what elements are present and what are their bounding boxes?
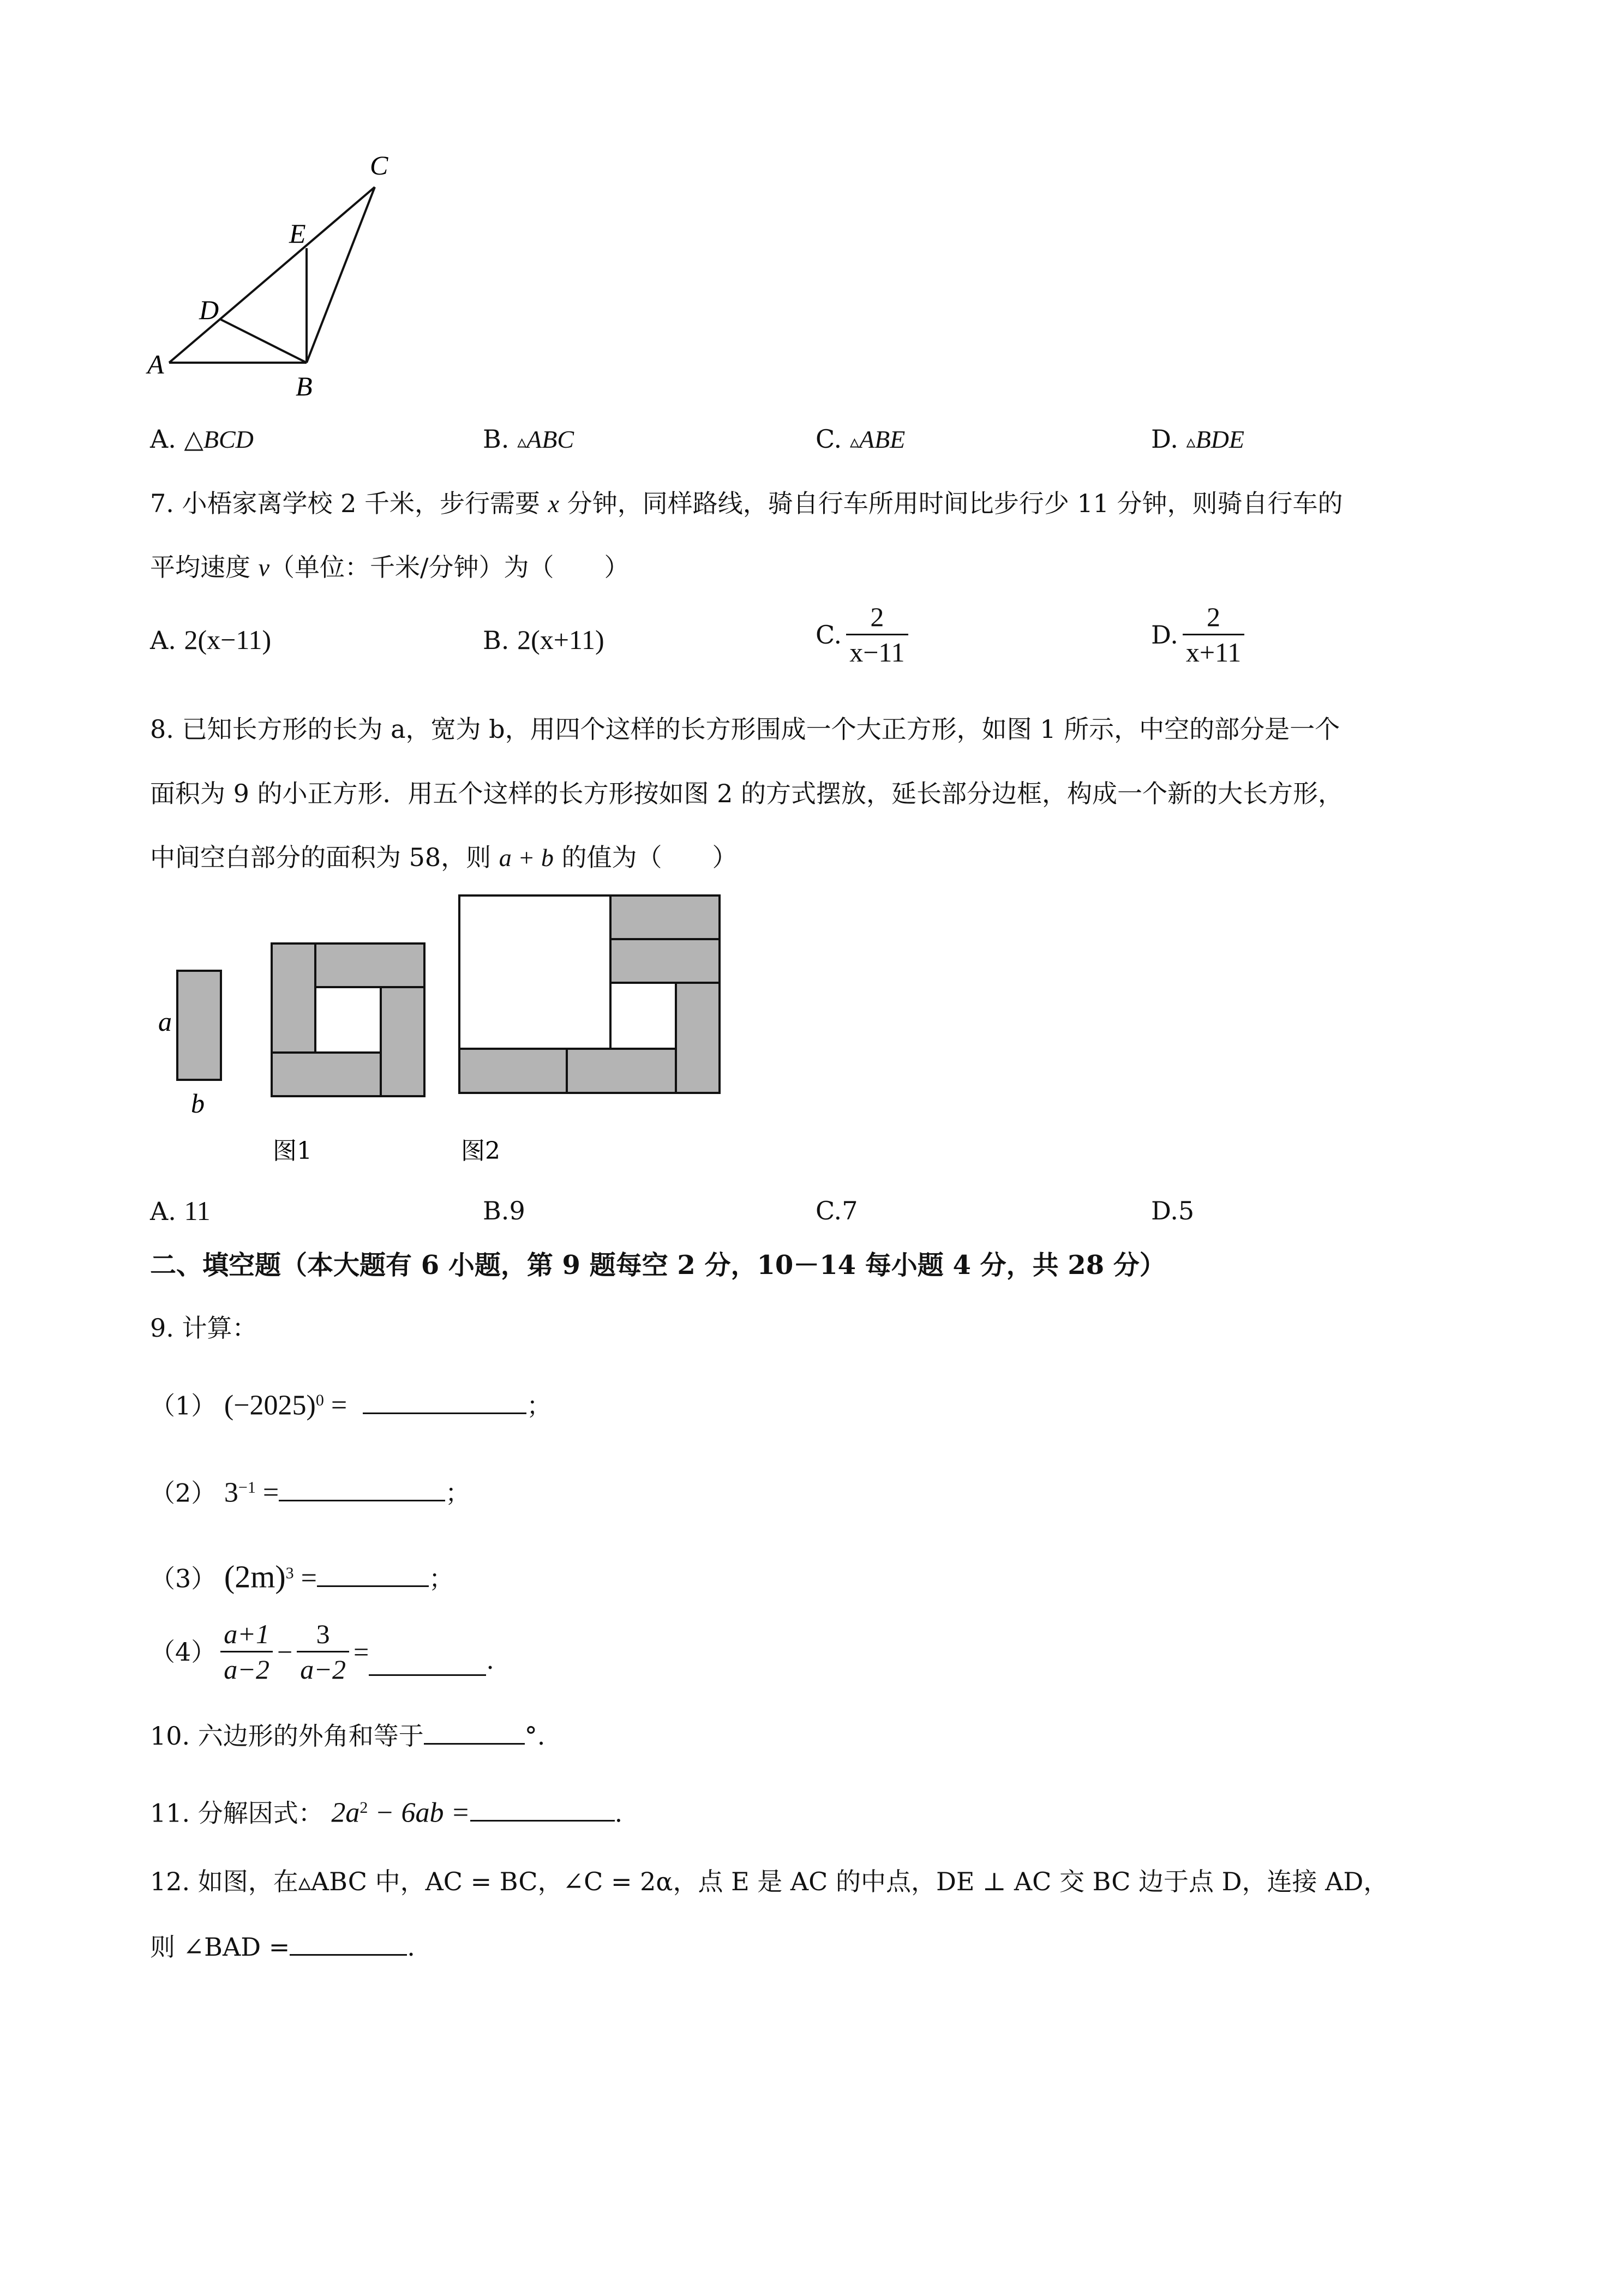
fig1-rect-bottom xyxy=(272,1053,381,1096)
fig1-rect-left xyxy=(272,943,315,1053)
q6-triangle-figure xyxy=(136,136,475,420)
q6-option-b[interactable]: B. ▵ABC xyxy=(483,424,574,454)
fraction: $\frac{2}{x+11}$ xyxy=(1183,600,1244,669)
label-a: a xyxy=(158,1006,172,1037)
fig2-rect-bottom-1 xyxy=(459,1049,567,1093)
label-b: B xyxy=(296,371,313,401)
q8-stem-line3: 中间空白部分的面积为 58，则 a + b 的值为（ ） xyxy=(150,843,738,872)
q9-part1: （1） $(-2025)^0$ = ； xyxy=(150,1384,552,1422)
q8-stem-line1: 8. 已知长方形的长为 a，宽为 b，用四个这样的长方形围成一个大正方形，如图 1 所示，中空的部分是一个 xyxy=(150,714,1340,744)
fig1-center-square xyxy=(315,987,381,1053)
q9-part3: （3） $(2m)^3$ = ； xyxy=(150,1559,454,1595)
fig1-caption: 图1 xyxy=(273,1137,312,1165)
fig2-rect-top-right-1 xyxy=(610,895,720,939)
q9-stem: 9. 计算： xyxy=(150,1313,257,1343)
q6-option-a[interactable]: A. △BCD xyxy=(150,424,254,454)
answer-blank-9-3[interactable] xyxy=(317,1560,429,1587)
label-e: E xyxy=(289,218,306,249)
section2-header: 二、填空题（本大题有 6 小题，第 9 题每空 2 分，10－14 每小题 4 分，共 28 分） xyxy=(150,1250,1166,1281)
fraction: $\frac{2}{x-11}$ xyxy=(846,600,908,669)
label-b: b xyxy=(191,1088,205,1119)
answer-blank-9-2[interactable] xyxy=(279,1475,445,1501)
fig2-top-left-blank xyxy=(459,895,610,1049)
q7-option-c[interactable]: C. $\frac{2}{x-11}$ xyxy=(816,600,913,669)
q9-part4: （4） $\frac{a+1}{a-2}$ − $\frac{3}{a-2}$ = . xyxy=(150,1617,494,1686)
segment-bc xyxy=(307,187,375,363)
q8-option-a[interactable]: A. 11 xyxy=(150,1195,211,1226)
q11: 11. 分解因式： $2a^2 - 6ab$ = . xyxy=(150,1792,622,1829)
q7-option-a[interactable]: A. 2(x−11) xyxy=(150,624,272,655)
segment-bd xyxy=(221,320,307,363)
fig2-rect-top-right-2 xyxy=(610,939,720,983)
fig2-rect-bottom-2 xyxy=(567,1049,676,1093)
answer-blank-9-1[interactable] xyxy=(363,1387,526,1414)
triangle-symbol: ▵ xyxy=(517,431,527,453)
fraction: $\frac{a+1}{a-2}$ xyxy=(220,1617,273,1686)
triangle-symbol: ▵ xyxy=(849,431,859,453)
q6-option-c[interactable]: C. ▵ABE xyxy=(816,424,906,454)
segment-ac xyxy=(169,187,375,363)
answer-blank-10[interactable] xyxy=(424,1718,525,1745)
answer-blank-9-4[interactable] xyxy=(369,1649,486,1676)
fig2-small-blank xyxy=(610,983,676,1049)
fig1-rect-right xyxy=(381,987,424,1096)
fig2-caption: 图2 xyxy=(461,1137,500,1165)
label-a: A xyxy=(147,349,164,380)
q6-option-d[interactable]: D. ▵BDE xyxy=(1151,424,1244,454)
fig2-rect-right xyxy=(676,983,720,1093)
fraction: $\frac{3}{a-2}$ xyxy=(297,1617,349,1686)
q10: 10. 六边形的外角和等于 °. xyxy=(150,1718,545,1752)
label-c: C xyxy=(370,150,388,181)
q7-stem-line2: 平均速度 v（单位：千米/分钟）为（ ） xyxy=(150,552,630,582)
q12-line2: 则 ∠BAD = . xyxy=(150,1929,415,1963)
q8-stem-line2: 面积为 9 的小正方形．用五个这样的长方形按如图 2 的方式摆放，延长部分边框，构成一个新的大长方形， xyxy=(150,779,1344,808)
q12-line1: 12. 如图，在▵ABC 中，AC = BC，∠C = 2α，点 E 是 AC 的中点，DE ⊥ AC 交 BC 边于点 D，连接 AD， xyxy=(150,1867,1389,1896)
q8-figures xyxy=(136,883,764,1189)
q7-stem-line1: 7. 小梧家离学校 2 千米，步行需要 x 分钟，同样路线，骑自行车所用时间比步行少 11 分钟，则骑自行车的 xyxy=(150,489,1343,518)
triangle-symbol: ▵ xyxy=(1186,431,1196,453)
label-d: D xyxy=(199,294,219,325)
q8-option-d[interactable]: D.5 xyxy=(1151,1196,1195,1225)
answer-blank-12[interactable] xyxy=(290,1929,407,1956)
single-rectangle xyxy=(177,971,221,1080)
q7-option-b[interactable]: B. 2(x+11) xyxy=(483,624,604,655)
answer-blank-11[interactable] xyxy=(470,1795,615,1822)
q8-option-c[interactable]: C.7 xyxy=(816,1196,858,1225)
q7-option-d[interactable]: D. $\frac{2}{x+11}$ xyxy=(1151,600,1249,669)
fig1-rect-top xyxy=(315,943,424,987)
q8-option-b[interactable]: B.9 xyxy=(483,1196,525,1225)
triangle-symbol: △ xyxy=(184,424,203,454)
q9-part2: （2） $3^{-1}$ = ； xyxy=(150,1471,470,1509)
